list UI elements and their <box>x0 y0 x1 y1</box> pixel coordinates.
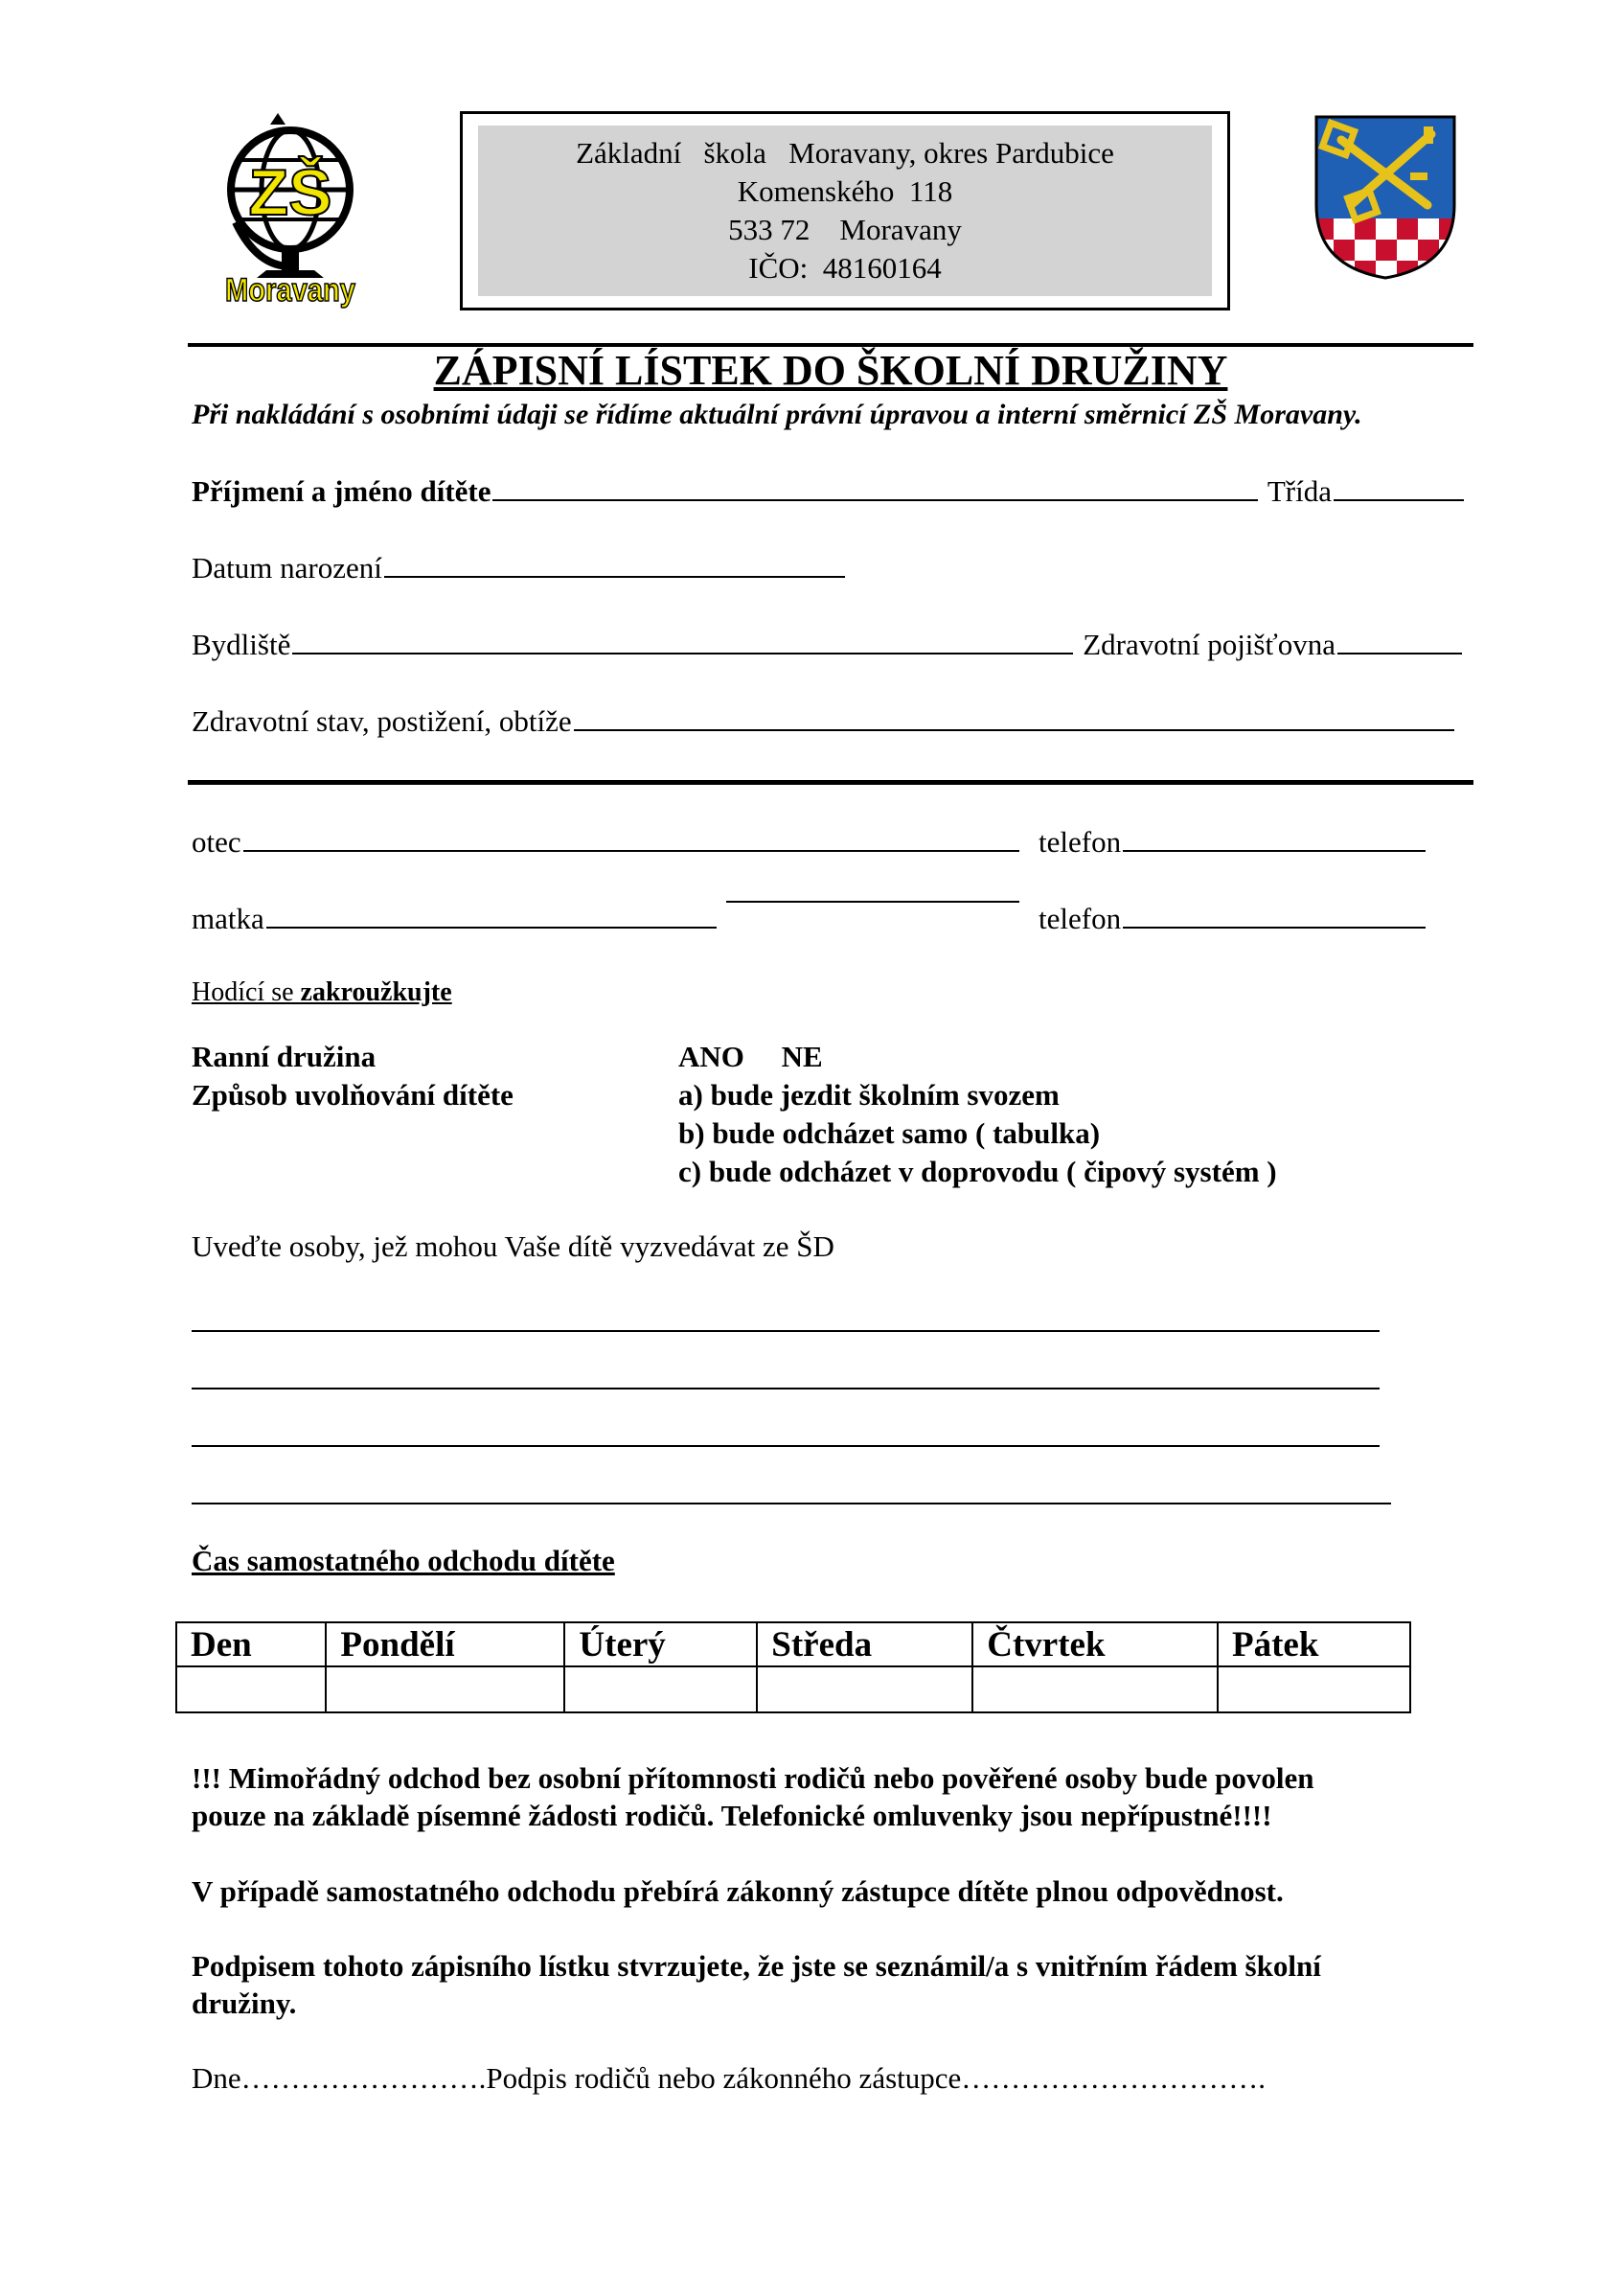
table-cell[interactable] <box>326 1666 564 1712</box>
mother-phone-row <box>1039 901 1429 937</box>
day-header: Středa <box>757 1622 972 1666</box>
father-phone-field[interactable] <box>1123 850 1426 852</box>
health-field[interactable] <box>574 729 1454 731</box>
page-title: ZÁPISNÍ LÍSTEK DO ŠKOLNÍ DRUŽINY <box>433 347 1228 394</box>
schedule-table <box>175 1621 1411 1713</box>
coat-of-arms-icon <box>1313 113 1458 282</box>
pickup-line-2[interactable] <box>192 1388 1380 1389</box>
warning-text: !!! Mimořádný odchod bez osobní přítomnosti rodičů nebo pověřené osoby bude povolen pouze na základě písemné žádosti rodičů. Telefonické omluvenky jsou nepřípustné!!!! <box>192 1761 1314 1832</box>
release-option-c[interactable]: c) bude odcházet v doprovodu ( čipový systém ) <box>678 1155 1277 1188</box>
pickup-line-4[interactable] <box>192 1503 1391 1504</box>
release-label: Způsob uvolňování dítěte <box>192 1078 514 1112</box>
mother-label: matka <box>192 902 264 935</box>
signature-row <box>192 2060 1266 2097</box>
insurance-label: Zdravotní pojišťovna <box>1083 628 1336 661</box>
date-field[interactable]: ……………………. <box>240 2061 487 2095</box>
birth-date-label: Datum narození <box>192 551 382 585</box>
morning-values[interactable]: ANO NE <box>678 1040 823 1073</box>
father-phone-row <box>1039 824 1429 861</box>
child-name-label: Příjmení a jméno dítěte <box>192 474 491 508</box>
insurance-field[interactable] <box>1337 653 1462 654</box>
father-field[interactable] <box>243 850 1019 852</box>
school-address-box <box>460 111 1230 310</box>
father-phone-label: telefon <box>1039 825 1122 859</box>
child-name-field[interactable] <box>492 499 1257 501</box>
day-header: Úterý <box>564 1622 757 1666</box>
release-option-a[interactable]: a) bude jezdit školním svozem <box>678 1078 1060 1112</box>
privacy-notice: Při nakládání s osobními údaji se řídíme aktuální právní úpravou a interní směrnicí ZŠ Moravany. <box>192 399 1362 430</box>
date-label: Dne <box>192 2061 241 2095</box>
municipal-crest <box>1313 113 1458 282</box>
circle-prefix: Hodící se <box>192 977 301 1007</box>
schedule-heading: Čas samostatného odchodu dítěte <box>192 1544 615 1577</box>
pickup-line-1[interactable] <box>192 1330 1380 1332</box>
confirmation-text: Podpisem tohoto zápisního lístku stvrzujete, že jste se seznámil/a s vnitřním řádem školní družiny. <box>192 1949 1321 2020</box>
birth-date-row <box>192 550 849 586</box>
table-row <box>176 1622 1410 1666</box>
table-cell[interactable] <box>972 1666 1218 1712</box>
school-address <box>478 126 1212 296</box>
logo-caption: Moravany <box>225 272 356 309</box>
day-header: Den <box>176 1622 326 1666</box>
mother-field[interactable] <box>266 927 717 929</box>
globe-logo-icon <box>218 107 362 309</box>
pickup-line-3[interactable] <box>192 1445 1380 1447</box>
mother-row <box>192 901 720 937</box>
responsibility-text: V případě samostatného odchodu přebírá zákonný zástupce dítěte plnou odpovědnost. <box>192 1874 1284 1908</box>
residence-label: Bydliště <box>192 628 291 661</box>
circle-word: zakroužkujte <box>300 977 452 1007</box>
father-row <box>192 824 1023 861</box>
pickup-prompt: Uveďte osoby, jež mohou Vaše dítě vyzvedávat ze ŠD <box>192 1229 834 1263</box>
address-line-school: Základní škola Moravany, okres Pardubice <box>576 136 1114 170</box>
residence-row <box>192 627 1466 663</box>
mother-phone-label: telefon <box>1039 902 1122 935</box>
release-option-b[interactable]: b) bude odcházet samo ( tabulka) <box>678 1116 1101 1150</box>
birth-date-field[interactable] <box>384 576 845 578</box>
day-header: Pátek <box>1218 1622 1410 1666</box>
day-header: Čtvrtek <box>972 1622 1218 1666</box>
table-cell[interactable] <box>1218 1666 1410 1712</box>
residence-field[interactable] <box>292 653 1073 654</box>
mother-extra-row <box>724 901 1023 907</box>
mother-phone-field[interactable] <box>1123 927 1426 929</box>
child-name-row <box>192 473 1468 510</box>
address-line-street: Komenského 118 <box>737 174 953 208</box>
health-label: Zdravotní stav, postižení, obtíže <box>192 704 572 738</box>
table-cell[interactable] <box>564 1666 757 1712</box>
address-line-city: 533 72 Moravany <box>728 213 962 246</box>
signature-label: Podpis rodičů nebo zákonného zástupce <box>486 2061 962 2095</box>
circle-instruction <box>192 976 452 1010</box>
morning-label: Ranní družina <box>192 1040 377 1073</box>
table-cell[interactable] <box>757 1666 972 1712</box>
school-logo <box>218 107 362 309</box>
mother-extra-field[interactable] <box>726 901 1019 903</box>
signature-field[interactable]: …………………………. <box>961 2061 1267 2095</box>
section-divider <box>188 780 1473 785</box>
logo-letters: ZŠ <box>248 156 332 229</box>
health-row <box>192 703 1458 740</box>
address-line-ico: IČO: 48160164 <box>748 251 942 285</box>
class-label: Třída <box>1267 474 1332 508</box>
class-field[interactable] <box>1334 499 1464 501</box>
father-label: otec <box>192 825 241 859</box>
day-header: Pondělí <box>326 1622 564 1666</box>
table-cell[interactable] <box>176 1666 326 1712</box>
table-row <box>176 1666 1410 1712</box>
